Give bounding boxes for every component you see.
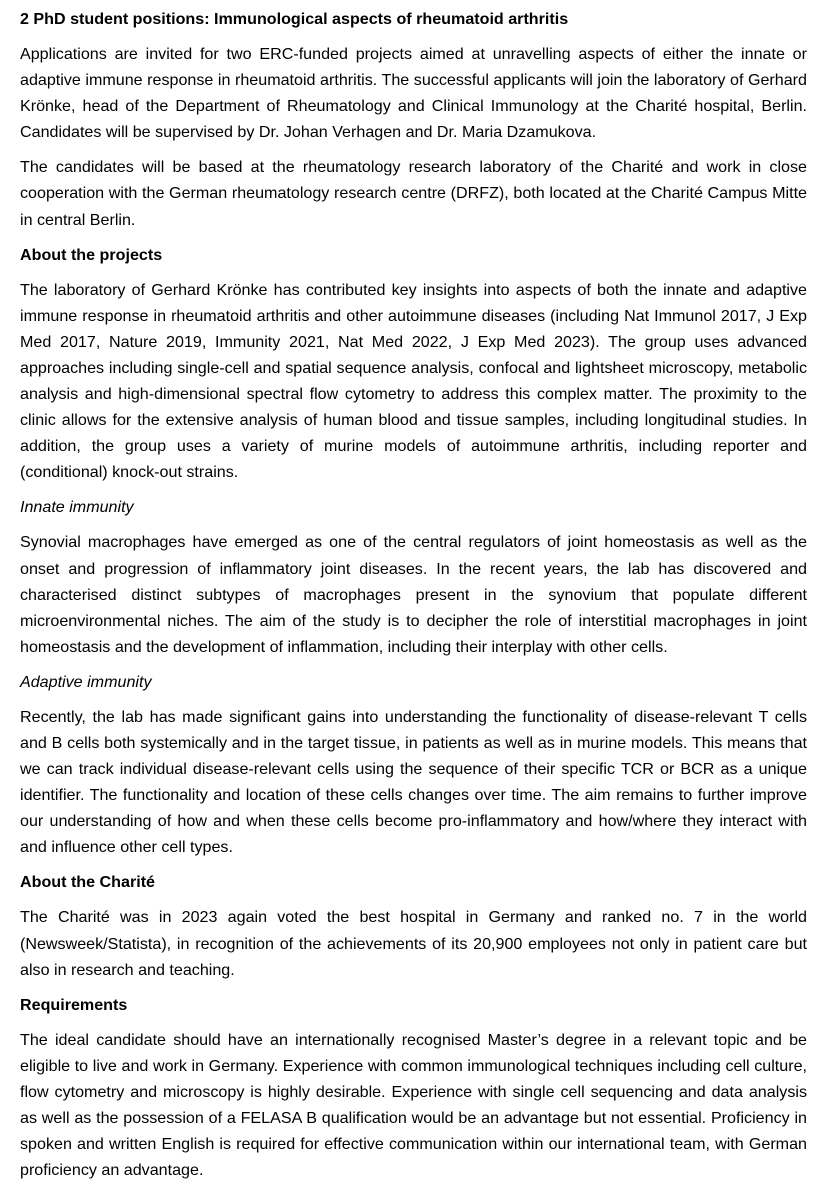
requirements-heading: Requirements xyxy=(20,995,128,1014)
charite-heading: About the Charité xyxy=(20,873,156,892)
requirements-paragraph: The ideal candidate should have an internationally recognised Master’s degree in a relevant topic and be eligible to live and work in Germany. Experience with common immunological techniques including cell culture, flow cytometry and microscopy is highly desirable. Experience with single cell sequencing and data analysis as well as the possession of a FELASA B qualification would be an advantage but not essential. Proficiency in spoken and written English is required for effective communication within our international team, with German proficiency an advantage. xyxy=(20,1030,807,1180)
innate-paragraph: Synovial macrophages have emerged as one of the central regulators of joint homeostasis as well as the onset and progression of inflammatory joint diseases. In the recent years, the lab has discovered and characterised distinct subtypes of macrophages present in the synovium that populate different microenvironmental niches. The aim of the study is to decipher the role of interstitial macrophages in joint homeostasis and the development of inflammation, including their interplay with other cells. xyxy=(20,533,807,656)
adaptive-paragraph: Recently, the lab has made significant gains into understanding the functionality of disease-relevant T cells and B cells both systemically and in the target tissue, in patients as well as in murine models. This means that we can track individual disease-relevant cells using the sequence of their specific TCR or BCR as a unique identifier. The functionality and location of these cells changes over time. The aim remains to further improve our understanding of how and when these cells become pro-inflammatory and how/where they interact with and influence other cell types. xyxy=(20,707,807,857)
projects-paragraph: The laboratory of Gerhard Krönke has contributed key insights into aspects of both the innate and adaptive immune response in rheumatoid arthritis and other autoimmune diseases (including Nat Immunol 2017, J Exp Med 2017, Nature 2019, Immunity 2021, Nat Med 2022, J Exp Med 2023). The group uses advanced approaches including single-cell and spatial sequence analysis, confocal and lightsheet microscopy, metabolic analysis and high-dimensional spectral flow cytometry to address this complex matter. The proximity to the clinic allows for the extensive analysis of human blood and tissue samples, including longitudinal studies. In addition, the group uses a variety of murine models of autoimmune arthritis, including reporter and (conditional) knock-out strains. xyxy=(20,280,807,482)
intro-paragraph-2: The candidates will be based at the rheumatology research laboratory of the Charité and work in close cooperation with the German rheumatology research centre (DRFZ), both located at the Charité Campus Mitte in central Berlin. xyxy=(20,158,807,229)
charite-paragraph: The Charité was in 2023 again voted the best hospital in Germany and ranked no. 7 in the world (Newsweek/Statista), in recognition of the achievements of its 20,900 employees not only in patient care but also in research and teaching. xyxy=(20,908,807,979)
intro-paragraph-1: Applications are invited for two ERC-funded projects aimed at unravelling aspects of either the innate or adaptive immune response in rheumatoid arthritis. The successful applicants will join the laboratory of Gerhard Krönke, head of the Department of Rheumatology and Clinical Immunology at the Charité hospital, Berlin. Candidates will be supervised by Dr. Johan Verhagen and Dr. Maria Dzamukova. xyxy=(20,45,807,142)
document-title: 2 PhD student positions: Immunological aspects of rheumatoid arthritis xyxy=(20,10,569,28)
adaptive-heading: Adaptive immunity xyxy=(20,672,152,691)
innate-heading: Innate immunity xyxy=(20,498,134,517)
projects-heading: About the projects xyxy=(20,245,163,264)
